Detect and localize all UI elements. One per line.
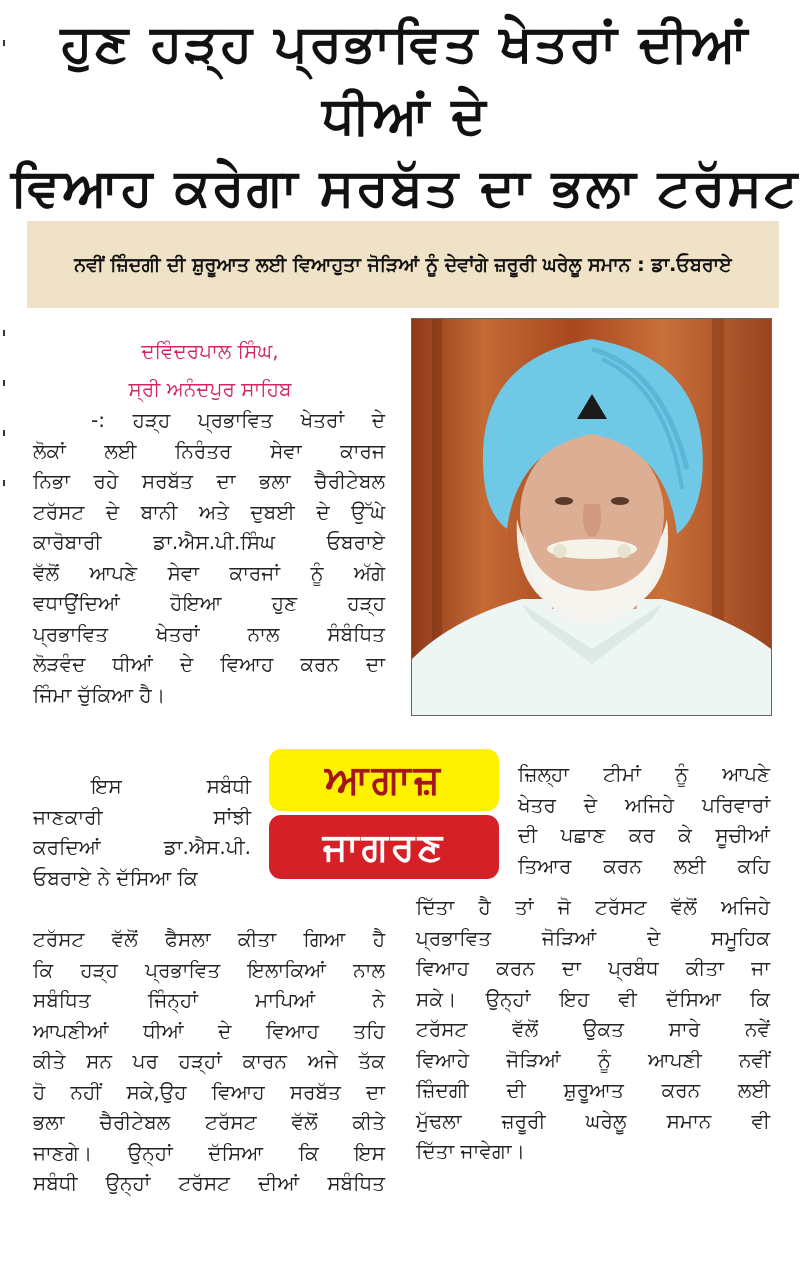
text-line: ਵਿਆਹ ਕਰਨ ਦਾ ਪ੍ਰਬੰਧ ਕੀਤਾ ਜਾ xyxy=(416,956,770,980)
column-left-narrow xyxy=(33,771,251,893)
margin-mark xyxy=(3,430,5,436)
text-line: ਸਕੇ। ਉਨ੍ਹਾਂ ਇਹ ਵੀ ਦੱਸਿਆ ਕਿ xyxy=(416,986,770,1011)
byline-location: ਸ੍ਰੀ ਅਨੰਦਪੁਰ ਸਾਹਿਬ xyxy=(128,377,292,401)
byline xyxy=(60,332,360,408)
text-line: ਭਲਾ ਚੈਰੀਟੇਬਲ ਟਰੱਸਟ ਵੱਲੋਂ ਕੀਤੇ xyxy=(33,1110,385,1134)
text-line: ਤਿਆਰ ਕਰਨ ਲਈ ਕਹਿ xyxy=(518,853,770,878)
text-line: ਨਿਭਾ ਰਹੇ ਸਰਬੱਤ ਦਾ ਭਲਾ ਚੈਰੀਟੇਬਲ xyxy=(33,469,385,493)
text-line: ਵੱਲੋਂ ਆਪਣੇ ਸੇਵਾ ਕਾਰਜਾਂ ਨੂੰ ਅੱਗੇ xyxy=(33,560,385,585)
text-line: ਓਬਰਾਏ ਨੇ ਦੱਸਿਆ ਕਿ xyxy=(33,865,198,890)
logo-jagran xyxy=(269,815,499,879)
text-line: ਜ਼ਿਲ੍ਹਾ ਟੀਮਾਂ ਨੂੰ ਆਪਣੇ xyxy=(518,762,770,786)
logo-bottom-text: ਜਾਗਰਣ xyxy=(322,824,446,869)
text-line: ਆਪਣੀਆਂ ਧੀਆਂ ਦੇ ਵਿਆਹ ਤਹਿ xyxy=(33,1018,385,1043)
text-line: ਕਿ ਹੜ੍ਹ ਪ੍ਰਭਾਵਿਤ ਇਲਾਕਿਆਂ ਨਾਲ xyxy=(33,957,385,982)
text-line: ਟਰੱਸਟ ਵੱਲੋਂ ਉਕਤ ਸਾਰੇ ਨਵੇਂ xyxy=(416,1017,770,1041)
text-line: ਦਿੱਤਾ ਜਾਵੇਗਾ। xyxy=(416,1139,525,1163)
text-line: ਦਿੱਤਾ ਹੈ ਤਾਂ ਜੋ ਟਰੱਸਟ ਵੱਲੋਂ ਅਜਿਹੇ xyxy=(416,895,770,919)
headline-line-1: ਹੁਣ ਹੜ੍ਹ ਪ੍ਰਭਾਵਿਤ ਖੇਤਰਾਂ ਦੀਆਂ ਧੀਆਂ ਦੇ xyxy=(60,14,750,146)
text-line: ਹੋ ਨਹੀਂ ਸਕੇ,ਉਹ ਵਿਆਹ ਸਰਬੱਤ ਦਾ xyxy=(33,1079,385,1104)
margin-mark xyxy=(3,380,5,386)
text-line: ਟਰੱਸਟ ਵੱਲੋਂ ਫੈਸਲਾ ਕੀਤਾ ਗਿਆ ਹੈ xyxy=(33,927,385,951)
logo-aagaaz xyxy=(269,749,499,811)
text-line: ਪ੍ਰਭਾਵਿਤ ਖੇਤਰਾਂ ਨਾਲ ਸੰਬੰਧਿਤ xyxy=(33,621,385,646)
text-line: ਕਾਰੋਬਾਰੀ ਡਾ.ਐਸ.ਪੀ.ਸਿੰਘ ਓਬਰਾਏ xyxy=(33,530,385,554)
margin-mark xyxy=(3,480,5,486)
portrait-photo xyxy=(411,318,772,716)
portrait-image xyxy=(412,319,771,715)
text-line: ਲੋਕਾਂ ਲਈ ਨਿਰੰਤਰ ਸੇਵਾ ਕਾਰਜ xyxy=(33,438,385,463)
text-line: ਲੋੜਵੰਦ ਧੀਆਂ ਦੇ ਵਿਆਹ ਕਰਨ ਦਾ xyxy=(33,652,385,676)
text-line: ਜਾਣਗੇ। ਉਨ੍ਹਾਂ ਦੱਸਿਆ ਕਿ ਇਸ xyxy=(33,1140,385,1165)
column-right-narrow xyxy=(518,759,770,881)
column-left-bottom xyxy=(33,924,385,1199)
logo-top-text: ਆਗਾਜ਼ xyxy=(325,757,443,803)
text-line: ਕੀਤੇ ਸਨ ਪਰ ਹੜ੍ਹਾਂ ਕਾਰਨ ਅਜੇ ਤੱਕ xyxy=(33,1049,385,1073)
margin-mark xyxy=(3,330,5,336)
text-line: ਸਬੰਧੀ ਉਨ੍ਹਾਂ ਟਰੱਸਟ ਦੀਆਂ ਸਬੰਧਿਤ xyxy=(33,1171,385,1195)
headline xyxy=(0,8,810,224)
text-line: ਜ਼ਿੰਦਗੀ ਦੀ ਸ਼ੁਰੂਆਤ ਕਰਨ ਲਈ xyxy=(416,1078,770,1102)
subheadline: ਨਵੀਂ ਜ਼ਿੰਦਗੀ ਦੀ ਸ਼ੁਰੂਆਤ ਲਈ ਵਿਆਹੁਤਾ ਜੋੜਿਆਂ ਨੂੰ ਦੇਵਾਂਗੇ ਜ਼ਰੂਰੀ ਘਰੇਲੂ ਸਮਾਨ : ਡਾ.ਓਬਰਾਏ xyxy=(74,253,732,276)
text-line: -: ਹੜ੍ਹ ਪ੍ਰਭਾਵਿਤ ਖੇਤਰਾਂ ਦੇ xyxy=(91,408,385,432)
text-line: ਵਧਾਉਂਦਿਆਂ ਹੋਇਆ ਹੁਣ ਹੜ੍ਹ xyxy=(33,591,385,615)
subheadline-box xyxy=(27,221,779,308)
text-line: ਸਬੰਧਿਤ ਜਿੰਨ੍ਹਾਂ ਮਾਪਿਆਂ ਨੇ xyxy=(33,988,385,1012)
headline-line-2: ਵਿਆਹ ਕਰੇਗਾ ਸਰਬੱਤ ਦਾ ਭਲਾ ਟਰੱਸਟ xyxy=(10,158,800,218)
text-line: ਦੀ ਪਛਾਣ ਕਰ ਕੇ ਸੂਚੀਆਂ xyxy=(518,823,770,847)
text-line: ਪ੍ਰਭਾਵਿਤ ਜੋੜਿਆਂ ਦੇ ਸਮੂਹਿਕ xyxy=(416,925,770,950)
text-line: ਜਾਣਕਾਰੀ ਸਾਂਝੀ xyxy=(33,804,251,829)
column-left-top xyxy=(33,405,385,710)
text-line: ਜਿੰਮਾ ਚੁੱਕਿਆ ਹੈ। xyxy=(33,682,166,707)
text-line: ਮੁੱਢਲਾ ਜ਼ਰੂਰੀ ਘਰੇਲੂ ਸਮਾਨ ਵੀ xyxy=(416,1108,770,1133)
byline-author: ਦਵਿੰਦਰਪਾਲ ਸਿੰਘ, xyxy=(141,339,279,363)
column-right-bottom xyxy=(416,892,770,1167)
text-line: ਖੇਤਰ ਦੇ ਅਜਿਹੇ ਪਰਿਵਾਰਾਂ xyxy=(518,792,770,817)
text-line: ਟਰੱਸਟ ਦੇ ਬਾਨੀ ਅਤੇ ਦੁਬਈ ਦੇ ਉੱਘੇ xyxy=(33,499,385,524)
text-line: ਇਸ ਸਬੰਧੀ xyxy=(91,774,251,798)
text-line: ਵਿਆਹੇ ਜੋੜਿਆਂ ਨੂੰ ਆਪਣੀ ਨਵੀਂ xyxy=(416,1047,770,1072)
text-line: ਕਰਦਿਆਂ ਡਾ.ਐਸ.ਪੀ. xyxy=(33,835,251,859)
